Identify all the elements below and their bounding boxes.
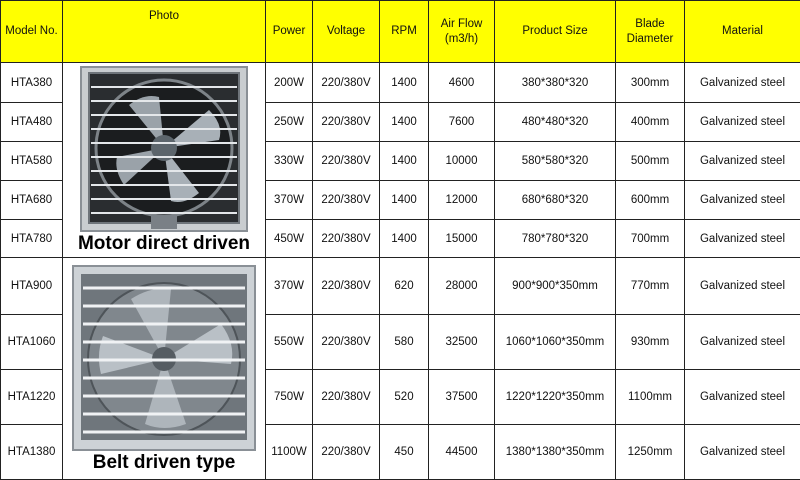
photo-belt-driven — [63, 258, 266, 480]
cell-airflow: 7600 — [429, 103, 495, 142]
cell-airflow: 32500 — [429, 315, 495, 370]
cell-model: HTA380 — [1, 63, 63, 103]
cell-rpm: 1400 — [380, 103, 429, 142]
cell-voltage: 220/380V — [313, 181, 380, 220]
cell-power: 250W — [266, 103, 313, 142]
cell-airflow: 15000 — [429, 220, 495, 258]
cell-blade: 400mm — [616, 103, 685, 142]
table-row — [1, 258, 800, 315]
table-row — [1, 63, 800, 103]
cell-model: HTA900 — [1, 258, 63, 315]
cell-blade: 1250mm — [616, 425, 685, 480]
cell-rpm: 1400 — [380, 220, 429, 258]
cell-power: 330W — [266, 142, 313, 181]
cell-material: Galvanized steel — [685, 63, 800, 103]
belt-driven-caption: Belt driven type — [63, 452, 265, 474]
cell-blade: 700mm — [616, 220, 685, 258]
cell-voltage: 220/380V — [313, 220, 380, 258]
cell-material: Galvanized steel — [685, 103, 800, 142]
belt-driven-fan-image — [71, 264, 257, 452]
cell-power: 750W — [266, 370, 313, 425]
photo-direct-driven — [63, 63, 266, 258]
cell-material: Galvanized steel — [685, 220, 800, 258]
cell-blade: 300mm — [616, 63, 685, 103]
cell-power: 370W — [266, 181, 313, 220]
cell-material: Galvanized steel — [685, 181, 800, 220]
cell-airflow: 10000 — [429, 142, 495, 181]
cell-size: 1380*1380*350mm — [495, 425, 616, 480]
cell-voltage: 220/380V — [313, 103, 380, 142]
cell-model: HTA480 — [1, 103, 63, 142]
cell-material: Galvanized steel — [685, 142, 800, 181]
cell-voltage: 220/380V — [313, 315, 380, 370]
header-voltage: Voltage — [313, 1, 380, 63]
direct-driven-caption: Motor direct driven — [63, 233, 265, 255]
cell-voltage: 220/380V — [313, 258, 380, 315]
header-blade: Blade Diameter — [616, 1, 685, 63]
cell-size: 480*480*320 — [495, 103, 616, 142]
cell-size: 1220*1220*350mm — [495, 370, 616, 425]
cell-model: HTA580 — [1, 142, 63, 181]
header-power: Power — [266, 1, 313, 63]
cell-size: 680*680*320 — [495, 181, 616, 220]
cell-voltage: 220/380V — [313, 425, 380, 480]
cell-airflow: 4600 — [429, 63, 495, 103]
cell-rpm: 520 — [380, 370, 429, 425]
cell-voltage: 220/380V — [313, 142, 380, 181]
cell-power: 200W — [266, 63, 313, 103]
cell-voltage: 220/380V — [313, 63, 380, 103]
cell-power: 550W — [266, 315, 313, 370]
cell-airflow: 12000 — [429, 181, 495, 220]
cell-material: Galvanized steel — [685, 315, 800, 370]
cell-airflow: 44500 — [429, 425, 495, 480]
cell-power: 1100W — [266, 425, 313, 480]
cell-size: 380*380*320 — [495, 63, 616, 103]
cell-model: HTA1060 — [1, 315, 63, 370]
cell-airflow: 28000 — [429, 258, 495, 315]
cell-blade: 770mm — [616, 258, 685, 315]
header-model: Model No. — [1, 1, 63, 63]
cell-blade: 930mm — [616, 315, 685, 370]
cell-voltage: 220/380V — [313, 370, 380, 425]
cell-model: HTA780 — [1, 220, 63, 258]
cell-size: 900*900*350mm — [495, 258, 616, 315]
header-photo: Photo — [63, 1, 266, 63]
cell-rpm: 1400 — [380, 63, 429, 103]
cell-blade: 1100mm — [616, 370, 685, 425]
cell-size: 580*580*320 — [495, 142, 616, 181]
cell-blade: 600mm — [616, 181, 685, 220]
cell-power: 370W — [266, 258, 313, 315]
cell-model: HTA1380 — [1, 425, 63, 480]
cell-rpm: 1400 — [380, 181, 429, 220]
cell-material: Galvanized steel — [685, 425, 800, 480]
cell-size: 780*780*320 — [495, 220, 616, 258]
direct-driven-fan-image — [79, 65, 249, 233]
cell-model: HTA680 — [1, 181, 63, 220]
header-material: Material — [685, 1, 800, 63]
header-rpm: RPM — [380, 1, 429, 63]
cell-material: Galvanized steel — [685, 258, 800, 315]
cell-rpm: 450 — [380, 425, 429, 480]
cell-power: 450W — [266, 220, 313, 258]
cell-blade: 500mm — [616, 142, 685, 181]
header-airflow: Air Flow (m3/h) — [429, 1, 495, 63]
cell-material: Galvanized steel — [685, 370, 800, 425]
cell-rpm: 620 — [380, 258, 429, 315]
header-size: Product Size — [495, 1, 616, 63]
cell-airflow: 37500 — [429, 370, 495, 425]
cell-rpm: 580 — [380, 315, 429, 370]
header-row — [1, 1, 800, 63]
cell-rpm: 1400 — [380, 142, 429, 181]
cell-size: 1060*1060*350mm — [495, 315, 616, 370]
cell-model: HTA1220 — [1, 370, 63, 425]
